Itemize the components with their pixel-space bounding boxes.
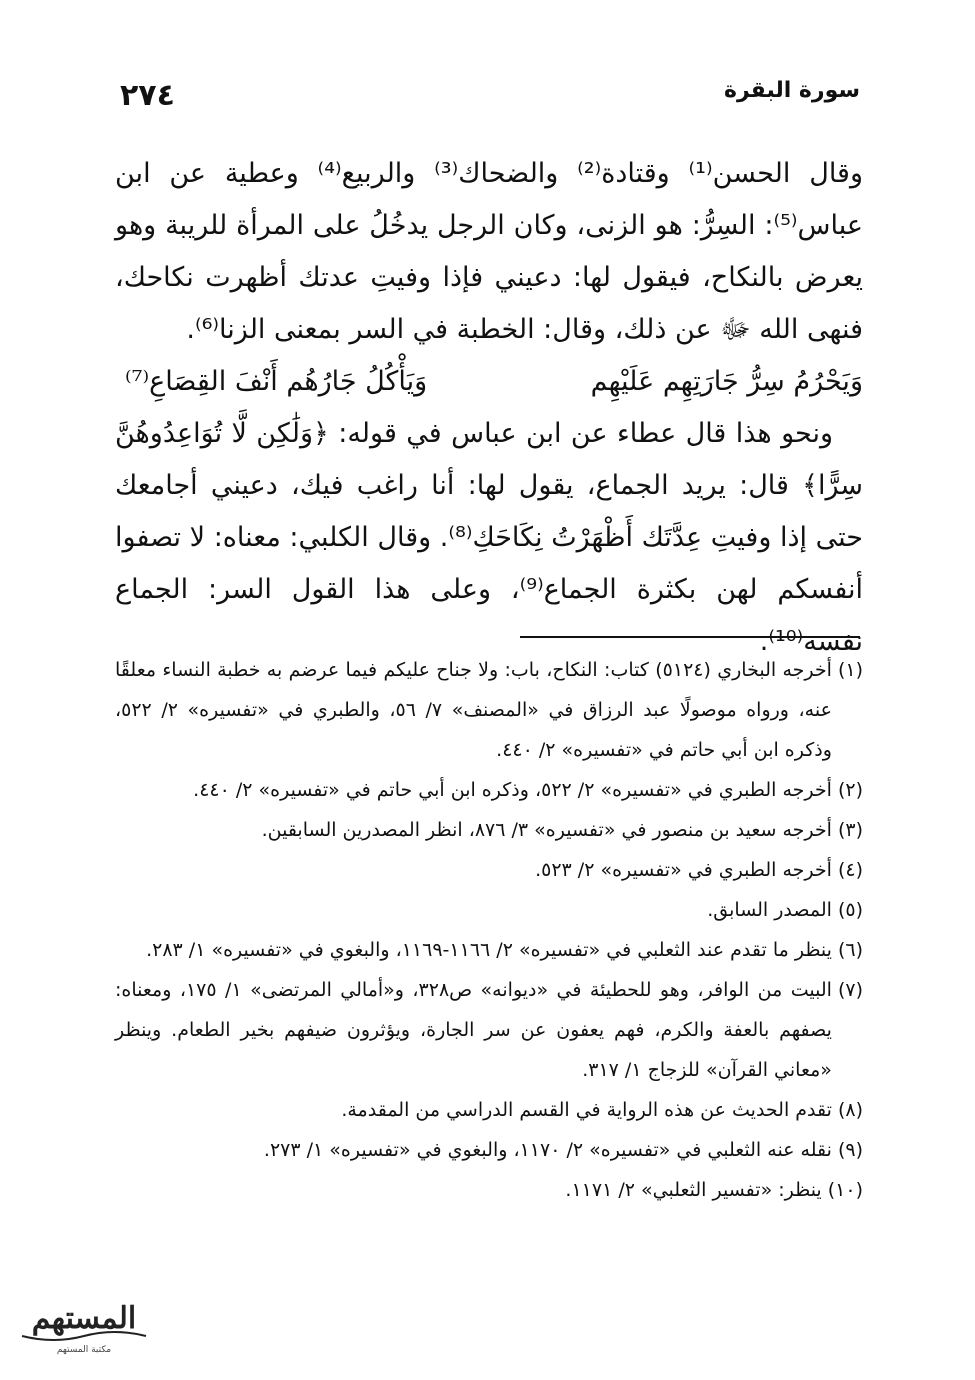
paragraph-2 xyxy=(115,408,863,668)
footnote-text: أخرجه سعيد بن منصور في «تفسيره» ٣/ ٨٧٦، انظر المصدرين السابقين. xyxy=(261,819,832,841)
logo-subtext: مكتبة المستهم xyxy=(56,1345,112,1355)
page-header xyxy=(120,78,860,118)
footnote-text: أخرجه البخاري (٥١٢٤) كتاب: النكاح، باب: ولا جناح عليكم فيما عرضم به خطبة النساء معلقًا عنه، ورواه موصولًا عبد الرزاق في «المصنف» ٧/ ٥٦، والطبري في «تفسيره» ٢/ ٥٢٢، وذكره ابن أبي حاتم في «تفسيره» ٢/ ٤٤٠. xyxy=(115,659,832,761)
surah-title: سورة البقرة xyxy=(723,78,860,103)
footnote xyxy=(115,1130,863,1170)
footnote-text: تقدم الحديث عن هذه الرواية في القسم الدراسي من المقدمة. xyxy=(341,1099,832,1121)
paragraph-2-text: ونحو هذا قال عطاء عن ابن عباس في قوله: ﴿وَلَٰكِن لَّا تُوَاعِدُوهُنَّ سِرًّا﴾ قال: يريد الجماع، يقول لها: أنا راغب فيك، دعيني أجامعك حتى إذا وفيتِ عِدَّتَك أَظْهَرْتُ نِكَاحَكِ⁽⁸⁾. وقال الكلبي: معناه: لا تصفوا أنفسكم لهن بكثرة الجماع⁽⁹⁾، وعلى هذا القول السر: الجماع نفسه⁽¹⁰⁾. xyxy=(115,418,863,657)
publisher-logo xyxy=(14,1290,154,1360)
footnote xyxy=(115,890,863,930)
footnote-number: (٩) xyxy=(837,1139,863,1161)
footnote-number: (٦) xyxy=(837,939,863,961)
footnote-separator xyxy=(520,636,860,638)
footnote-number: (٨) xyxy=(837,1099,863,1121)
paragraph-1: وقال الحسن⁽¹⁾ وقتادة⁽²⁾ والضحاك⁽³⁾ والربيع⁽⁴⁾ وعطية عن ابن عباس⁽⁵⁾: السِرُّ: هو الزنى، وكان الرجل يدخُلُ على المرأة للريبة وهو يعرض بالنكاح، فيقول لها: دعيني فإذا وفيتِ عدتك أظهرت نكاحك، فنهى الله ﷻ عن ذلك، وقال: الخطبة في السر بمعنى الزنا⁽⁶⁾. xyxy=(115,158,863,345)
poetry-second-hemistich: وَيَأْكُلُ جَارُهُم أَنْفَ القِصَاعِ⁽⁷⁾ xyxy=(125,366,428,397)
footnote-text: أخرجه الطبري في «تفسيره» ٢/ ٥٢٣. xyxy=(535,859,832,881)
footnote-number: (١٠) xyxy=(827,1179,863,1201)
footnote-number: (٧) xyxy=(837,979,863,1001)
footnote-text: نقله عنه الثعلبي في «تفسيره» ٢/ ١١٧٠، والبغوي في «تفسيره» ١/ ٢٧٣. xyxy=(263,1139,832,1161)
footnote-number: (٢) xyxy=(837,779,863,801)
footnote-text: المصدر السابق. xyxy=(707,899,832,921)
main-text xyxy=(115,148,863,668)
footnote-text: البيت من الوافر، وهو للحطيئة في «ديوانه» ص٣٢٨، و«أمالي المرتضى» ١/ ١٧٥، ومعناه: يصفهم بالعفة والكرم، فهم يعفون عن سر الجارة، ويؤثرون ضيفهم بخير الطعام. وينظر «معاني القرآن» للزجاج ١/ ٣١٧. xyxy=(115,979,832,1081)
footnote-number: (١) xyxy=(837,659,863,681)
footnotes xyxy=(115,650,863,1210)
footnote-number: (٤) xyxy=(837,859,863,881)
footnote xyxy=(115,770,863,810)
footnote-text: ينظر: «تفسير الثعلبي» ٢/ ١١٧١. xyxy=(565,1179,822,1201)
footnote-text: ينظر ما تقدم عند الثعلبي في «تفسيره» ٢/ ١١٦٦-١١٦٩، والبغوي في «تفسيره» ١/ ٢٨٣. xyxy=(146,939,832,961)
poetry-first-hemistich: وَيَحْرُمُ سِرُّ جَارَتِهِم عَلَيْهِم xyxy=(590,366,863,397)
footnote xyxy=(115,1090,863,1130)
footnote xyxy=(115,1170,863,1210)
footnote-number: (٥) xyxy=(837,899,863,921)
footnote xyxy=(115,850,863,890)
page-number: ٢٧٤ xyxy=(120,78,175,113)
footnote xyxy=(115,970,863,1090)
poetry-verse xyxy=(115,356,863,408)
footnote xyxy=(115,650,863,770)
calligraphy-logo-icon xyxy=(14,1290,154,1360)
footnote-number: (٣) xyxy=(837,819,863,841)
footnote-text: أخرجه الطبري في «تفسيره» ٢/ ٥٢٢، وذكره ابن أبي حاتم في «تفسيره» ٢/ ٤٤٠. xyxy=(193,779,832,801)
footnote xyxy=(115,810,863,850)
footnote xyxy=(115,930,863,970)
logo-main-text: المستهم xyxy=(31,1301,137,1336)
